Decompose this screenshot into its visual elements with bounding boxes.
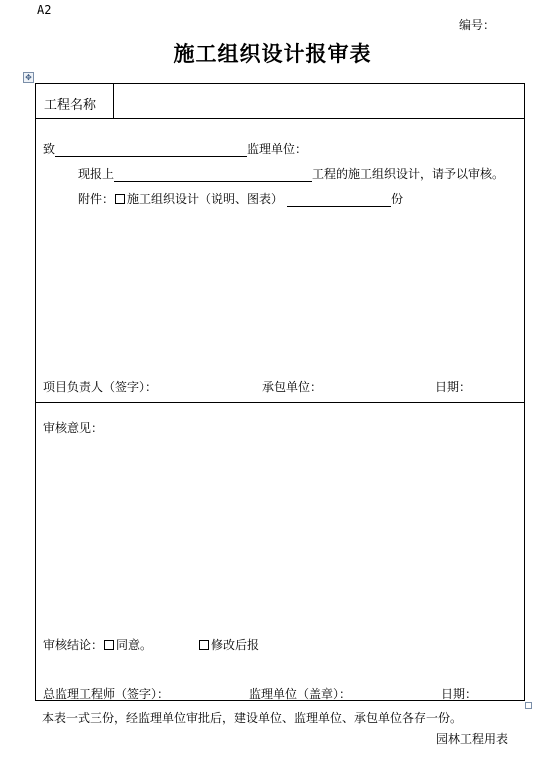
report-line [78, 165, 504, 182]
review-date-label: 日期： [441, 687, 478, 701]
option-agree: 同意。 [116, 638, 153, 652]
report-suffix: 工程的施工组织设计，请予以审核。 [312, 167, 505, 181]
row-divider [36, 402, 524, 403]
page-title: 施工组织设计报审表 [173, 41, 372, 66]
review-conclusion-label: 审核结论： [43, 638, 104, 652]
project-field[interactable] [114, 169, 312, 182]
serial-number-label: 编号： [459, 18, 496, 32]
attachment-unit: 份 [391, 192, 404, 206]
resize-handle[interactable] [525, 702, 532, 709]
form-usage-label: 园林工程用表 [436, 732, 509, 746]
supervision-unit-label: 监理单位： [247, 142, 308, 156]
chief-supervisor-signature: 总监理工程师（签字）： [43, 687, 170, 701]
footer-note: 本表一式三份，经监理单位审批后，建设单位、监理单位、承包单位各存一份。 [42, 711, 463, 725]
attachment-prefix: 附件： [78, 192, 115, 206]
addressee-line [43, 140, 307, 157]
row-divider [36, 118, 524, 119]
attachment-item: 施工组织设计（说明、图表） [127, 192, 284, 206]
option-revise: 修改后报 [211, 638, 260, 652]
checkbox-icon[interactable] [115, 194, 125, 204]
date-label: 日期： [435, 380, 472, 394]
to-prefix: 致 [43, 142, 56, 156]
project-name-label: 工程名称 [44, 98, 97, 113]
attachment-line [78, 190, 403, 207]
move-icon[interactable]: ✥ [23, 72, 34, 83]
option-revise-line [198, 636, 259, 653]
copies-field[interactable] [287, 194, 391, 207]
review-conclusion-line [43, 636, 152, 653]
review-opinion-label: 审核意见： [43, 421, 104, 435]
checkbox-icon[interactable] [104, 640, 114, 650]
report-prefix: 现报上 [78, 167, 115, 181]
form-table [35, 83, 525, 701]
checkbox-icon[interactable] [199, 640, 209, 650]
project-manager-signature: 项目负责人（签字）： [43, 380, 158, 394]
addressee-field[interactable] [55, 144, 247, 157]
contractor-label: 承包单位： [262, 380, 323, 394]
project-name-field[interactable] [114, 84, 524, 118]
form-code: A2 [37, 3, 52, 17]
supervision-seal-label: 监理单位（盖章）： [249, 687, 352, 701]
